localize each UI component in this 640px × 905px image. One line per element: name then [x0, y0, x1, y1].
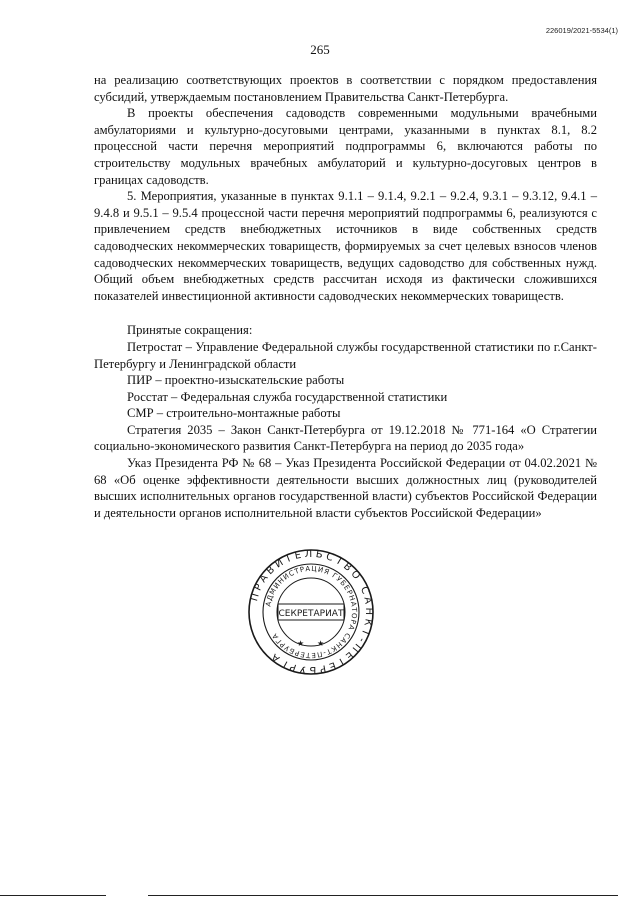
footer-rule: [148, 895, 618, 896]
paragraph: на реализацию соответствующих проектов в соответствии с порядком предоставления субсидий, утверждаемым постановлением Правительства Санкт-Петербурга.: [94, 73, 597, 104]
document-body: [94, 72, 597, 521]
abbreviation-item: ПИР – проектно-изыскательские работы: [127, 373, 345, 388]
seal-star-icon: ★: [317, 639, 325, 648]
abbreviation-item: Петростат – Управление Федеральной службы государственной статистики по г.Санкт-Петербургу и Ленинградской области: [94, 339, 597, 371]
footer-rule: [0, 895, 106, 896]
official-seal: [247, 548, 375, 676]
abbreviation-item: Указ Президента РФ № 68 – Указ Президента Российской Федерации от 04.02.2021 № 68 «Об оценке эффективности деятельности высших должностных лиц (руководителей высших исполнительных органов государственной власти) субъектов Российской Федерации и деятельности органов исполнительной власти субъектов Российской Федерации»: [94, 456, 597, 520]
page-number: 265: [310, 42, 330, 57]
abbreviation-item: Росстат – Федеральная служба государственной статистики: [127, 389, 448, 404]
paragraph: В проекты обеспечения садоводств современными модульными врачебными амбулаториями и культурно-досуговыми центрами, указанными в пунктах 8.1, 8.2 процессной части перечня мероприятий подпрограммы 6, включаются работы по строительству модульных врачебных амбулаторий и культурно-досуговых центров в границах садоводств.: [94, 106, 597, 187]
seal-outer-text: ПРАВИТЕЛЬСТВО САНКТ-ПЕТЕРБУРГА: [249, 548, 375, 676]
abbreviation-item: СМР – строительно-монтажные работы: [127, 406, 341, 421]
abbreviations-heading: Принятые сокращения:: [127, 323, 253, 338]
abbreviation-item: Стратегия 2035 – Закон Санкт-Петербурга от 19.12.2018 № 771-164 «О Стратегии социально-экономического развития Санкт-Петербурга на период до 2035 года»: [94, 422, 597, 454]
seal-center-text: СЕКРЕТАРИАТ: [278, 609, 344, 619]
seal-inner-text: АДМИНИСТРАЦИЯ ГУБЕРНАТОРА САНКТ-ПЕТЕРБУРГА: [264, 564, 359, 660]
seal-star-icon: ★: [297, 639, 305, 648]
paragraph: 5. Мероприятия, указанные в пунктах 9.1.1 – 9.1.4, 9.2.1 – 9.2.4, 9.3.1 – 9.3.12, 9.4.1 – 9.4.8 и 9.5.1 – 9.5.4 процессной части перечня мероприятий подпрограммы 6, реализуются с привлечением средств внебюджетных источников в виде собственных средств садоводческих некоммерческих товариществ, формируемых за счет целевых взносов членов садоводческих некоммерческих товариществ, ведущих садоводство для собственных нужд. Общий объем внебюджетных средств рассчитан исходя из фактически сложившихся показателей инвестиционной активности садоводческих некоммерческих товариществ.: [94, 189, 597, 303]
document-id: 226019/2021-5534(1): [545, 26, 618, 35]
seal-graphic: [247, 548, 375, 676]
